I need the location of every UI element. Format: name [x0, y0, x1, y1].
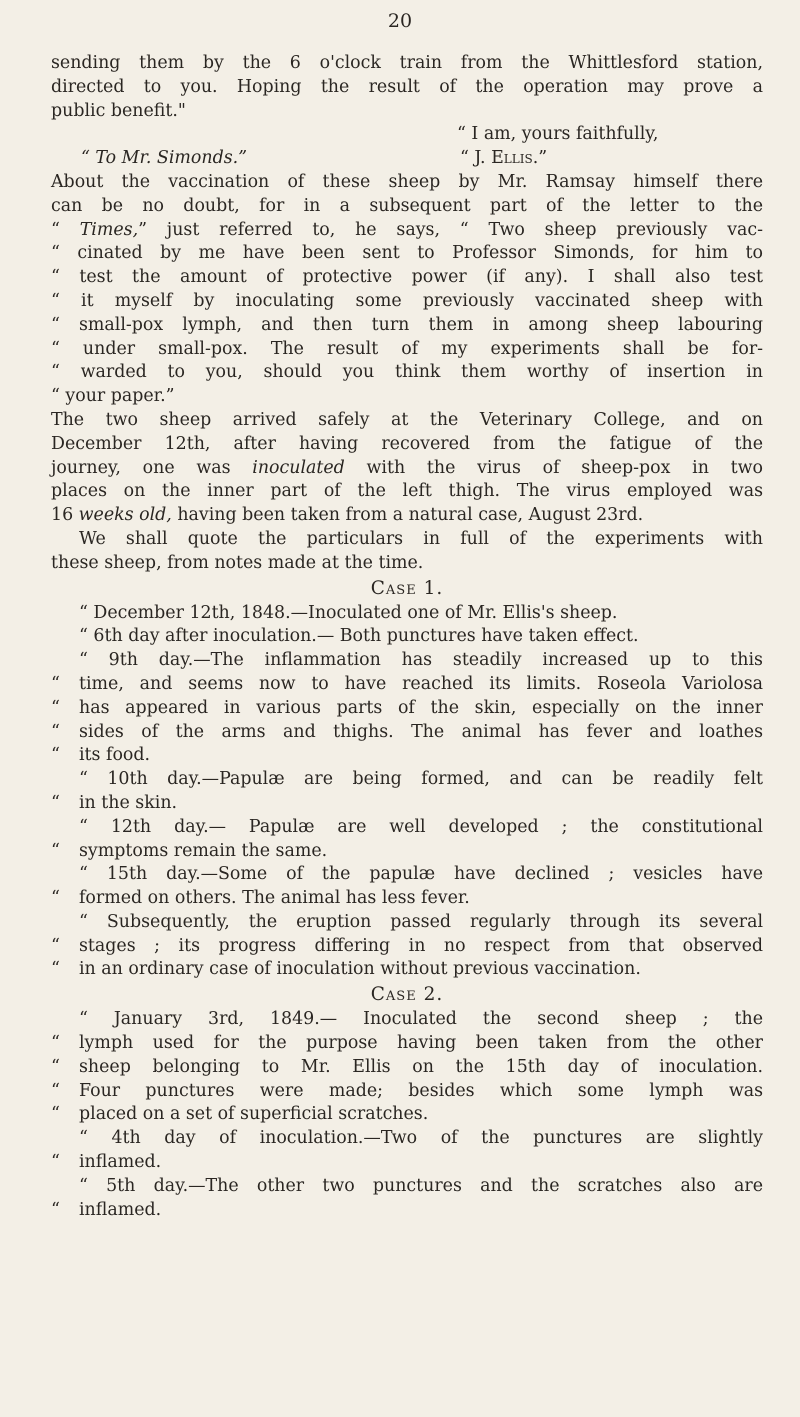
text-run: your paper.” [65, 386, 175, 407]
text-run: it myself by inoculating some previously vaccinated sheep with [81, 290, 763, 311]
text-run: lymph used for the purpose having been taken from the other [79, 1033, 763, 1054]
entry-continuation-line [51, 958, 763, 982]
text-run: stages ; its progress differing in no respect from that observed [79, 935, 763, 956]
entry-first-line: “ December 12th, 1848.—Inoculated one of Mr. Ellis's sheep. [79, 602, 618, 623]
quoted-line [51, 385, 763, 409]
text-line: these sheep, from notes made at the time. [51, 552, 424, 573]
text-line: directed to you. Hoping the result of the operation may prove a [51, 76, 763, 97]
text-run: sides of the arms and thighs. The animal has fever and loathes [79, 721, 763, 742]
text-run: in an ordinary case of inoculation without previous vaccination. [79, 959, 641, 980]
quoted-line [51, 338, 763, 362]
emphasis: inoculated [252, 457, 345, 478]
quote-mark: “ [51, 1080, 60, 1101]
entry-continuation-line [51, 673, 763, 697]
text-run: having been taken from a natural case, August 23rd. [171, 505, 644, 526]
text-line: places on the inner part of the left thigh. The virus employed was [51, 481, 763, 502]
quote-mark: “ [51, 697, 60, 718]
quoted-line [51, 361, 763, 385]
text-run: sheep belonging to Mr. Ellis on the 15th day of inoculation. [79, 1056, 763, 1077]
quoted-line [51, 290, 763, 314]
entry-continuation-line [51, 1151, 763, 1175]
text-line [51, 219, 763, 243]
emphasis: weeks old, [78, 505, 172, 526]
text-line: We shall quote the particulars in full of the experiments with [79, 528, 763, 549]
text-line: sending them by the 6 o'clock train from the Whittlesford station, [51, 53, 763, 73]
entry-continuation-line [51, 1080, 763, 1104]
entry-continuation-line [51, 721, 763, 745]
quote-mark: “ [51, 338, 60, 359]
quote-mark: “ [51, 1152, 60, 1173]
entry-first-line: “ 6th day after inoculation.— Both punctures have taken effect. [79, 626, 639, 647]
text-run: cinated by me have been sent to Professor Simonds, for him to [77, 243, 763, 264]
quote-mark: “ [51, 792, 60, 813]
entry-continuation-line [51, 887, 763, 911]
text-run: ” just referred to, he says, “ Two sheep previously vac- [138, 219, 763, 240]
quote-mark: “ [51, 1056, 60, 1077]
text-line: About the vaccination of these sheep by Mr. Ramsay himself there [51, 171, 763, 192]
quote-mark: “ [51, 673, 60, 694]
text-run: placed on a set of superficial scratches. [79, 1104, 429, 1125]
text-run: Four punctures were made; besides which some lymph was [79, 1080, 763, 1101]
text-run: its food. [79, 745, 151, 766]
closing-text: “ I am, yours faithfully, [457, 124, 659, 145]
entry-first-line: “ 9th day.—The inflammation has steadily increased up to this [79, 650, 763, 671]
text-run: journey, one was [51, 457, 253, 478]
entry-continuation-line [51, 1199, 763, 1223]
quote-mark: “ [51, 314, 60, 335]
quote-mark: “ [51, 721, 60, 742]
quote-mark: “ [51, 959, 60, 980]
case-1-entries [51, 602, 763, 983]
times-title: Times, [79, 219, 139, 240]
quote-mark: “ [51, 290, 60, 311]
entry-continuation-line [51, 1056, 763, 1080]
quote-mark: “ [51, 888, 60, 909]
quoted-line [51, 266, 763, 290]
entry-first-line: “ Subsequently, the eruption passed regularly through its several [79, 911, 763, 932]
page-body [51, 52, 763, 1222]
quote-mark: “ [51, 386, 60, 407]
text-run: symptoms remain the same. [79, 840, 328, 861]
quote-mark: “ [51, 745, 60, 766]
text-line: December 12th, after having recovered from the fatigue of the [51, 433, 763, 454]
text-line: The two sheep arrived safely at the Veterinary College, and on [51, 409, 763, 430]
quote-mark: “ [51, 935, 60, 956]
quote-mark: “ [51, 1104, 60, 1125]
entry-continuation-line [51, 840, 763, 864]
entry-continuation-line [51, 744, 763, 768]
text-line: can be no doubt, for in a subsequent part of the letter to the [51, 195, 763, 216]
text-run: with the virus of sheep-pox in two [344, 457, 764, 478]
quote-mark: “ [51, 1033, 60, 1054]
entry-first-line: “ 5th day.—The other two punctures and the scratches also are [79, 1175, 763, 1196]
page-number: 20 [387, 10, 413, 32]
text-run: warded to you, should you think them worthy of insertion in [80, 362, 763, 383]
entry-continuation-line [51, 792, 763, 816]
quote-mark: “ [51, 219, 80, 240]
quoted-line [51, 242, 763, 266]
text-run: small-pox lymph, and then turn them in among sheep labouring [78, 314, 763, 335]
text-run: has appeared in various parts of the skin, especially on the inner [79, 697, 763, 718]
entry-continuation-line [51, 1032, 763, 1056]
text-line [51, 457, 763, 481]
signature-quote: “ J. [460, 148, 492, 169]
signature-name: Ellis.” [491, 148, 548, 169]
signature-line [51, 147, 763, 171]
text-run: inflamed. [79, 1152, 162, 1173]
text-run: in the skin. [79, 792, 178, 813]
quoted-line [51, 314, 763, 338]
quote-mark: “ [51, 267, 60, 288]
text-run: formed on others. The animal has less fever. [79, 888, 470, 909]
entry-first-line: “ January 3rd, 1849.— Inoculated the second sheep ; the [79, 1009, 763, 1030]
entry-first-line: “ 15th day.—Some of the papulæ have declined ; vesicles have [79, 864, 763, 885]
text-run: test the amount of protective power (if any). I shall also test [79, 267, 763, 288]
text-line: public benefit." [51, 100, 186, 121]
quote-mark: “ [51, 243, 60, 264]
text-run: under small-pox. The result of my experiments shall be for- [82, 338, 764, 359]
quote-mark: “ [51, 840, 60, 861]
addressee: “ To Mr. Simonds.” [81, 148, 248, 169]
signature [460, 147, 547, 171]
closing-line [51, 123, 763, 147]
text-run: inflamed. [79, 1199, 162, 1220]
text-run: time, and seems now to have reached its limits. Roseola Variolosa [79, 673, 763, 694]
quote-mark: “ [51, 362, 60, 383]
entry-first-line: “ 12th day.— Papulæ are well developed ; the constitutional [79, 816, 763, 837]
text-run: 16 [51, 505, 79, 526]
text-line [51, 504, 763, 528]
quote-mark: “ [51, 1199, 60, 1220]
case-2-heading: Case 2. [370, 984, 444, 1006]
entry-continuation-line [51, 935, 763, 959]
case-2-entries [51, 1008, 763, 1222]
entry-first-line: “ 4th day of inoculation.—Two of the punctures are slightly [79, 1128, 763, 1149]
case-1-heading: Case 1. [370, 577, 444, 599]
entry-first-line: “ 10th day.—Papulæ are being formed, and can be readily felt [79, 769, 763, 790]
entry-continuation-line [51, 697, 763, 721]
entry-continuation-line [51, 1103, 763, 1127]
